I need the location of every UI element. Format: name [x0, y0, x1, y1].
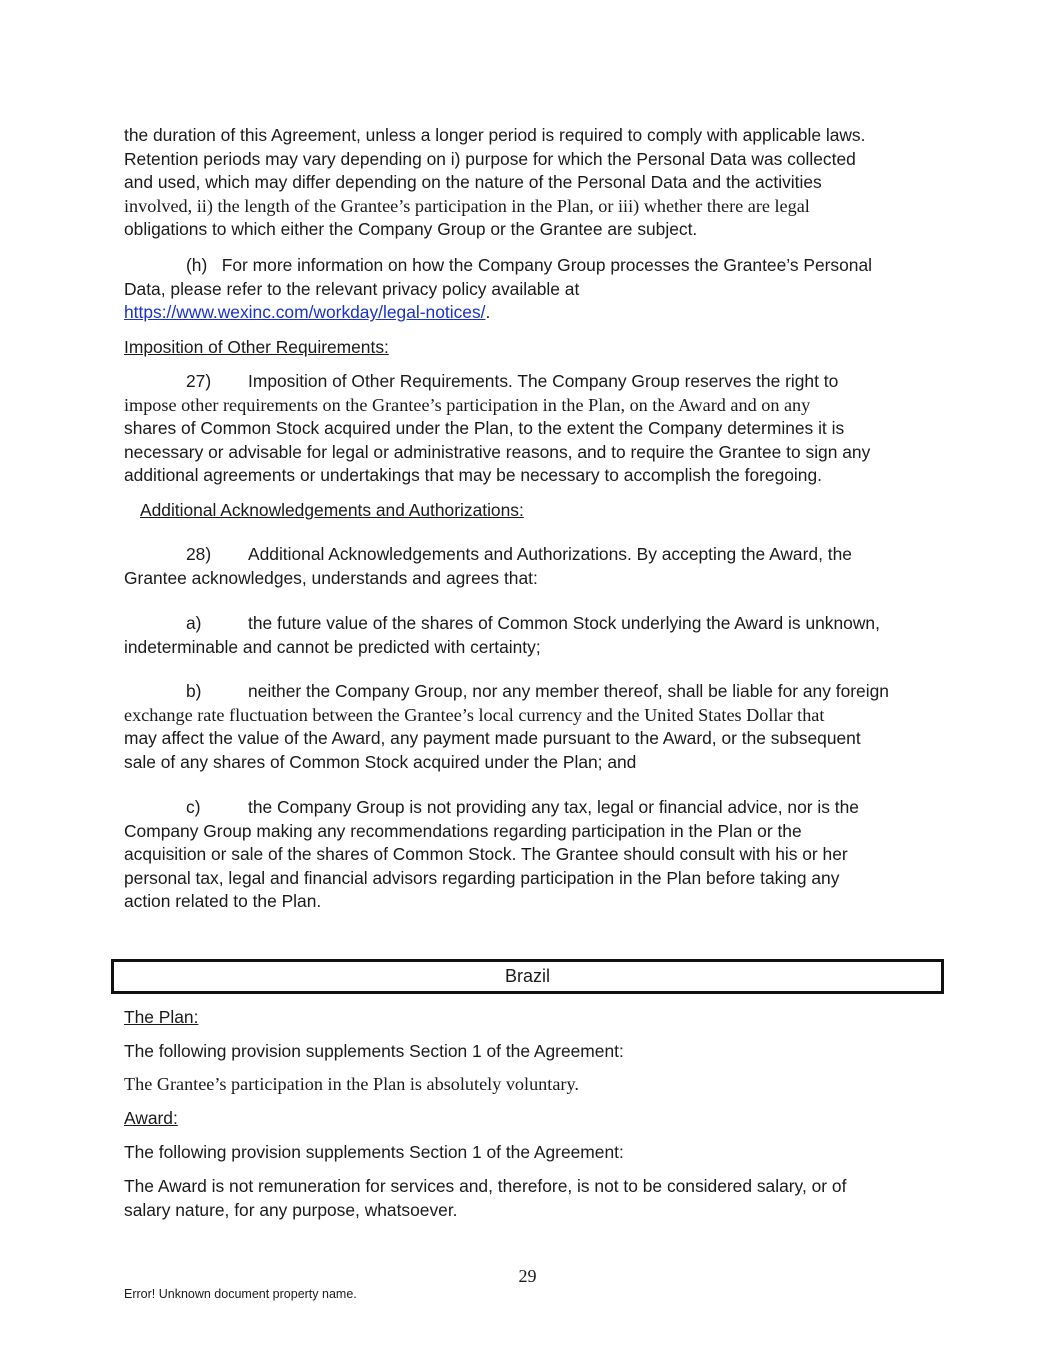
paragraph-line: additional agreements or undertakings that may be necessary to accomplish the foregoing. [124, 465, 822, 486]
paragraph-line: acquisition or sale of the shares of Common Stock. The Grantee should consult with his or her [124, 844, 848, 865]
award-heading-block [124, 1107, 931, 1131]
paragraph-line: The following provision supplements Section 1 of the Agreement: [124, 1142, 624, 1162]
paragraph-line: necessary or advisable for legal or administrative reasons, and to require the Grantee to sign any [124, 441, 871, 462]
paragraph-line: The following provision supplements Section 1 of the Agreement: [124, 1041, 624, 1061]
paragraph-line: obligations to which either the Company Group or the Grantee are subject. [124, 219, 698, 240]
paragraph-line: shares of Common Stock acquired under the Plan, to the extent the Company determines it is [124, 418, 845, 439]
item-marker: c) [186, 797, 201, 817]
paragraph-line: may affect the value of the Award, any payment made pursuant to the Award, or the subsequent [124, 728, 861, 749]
paragraph-line: exchange rate fluctuation between the Grantee’s local currency and the United States Dollar that [124, 704, 825, 725]
item-marker: a) [186, 613, 202, 633]
paragraph-line: impose other requirements on the Grantee’s participation in the Plan, on the Award and on any [124, 394, 811, 415]
link-suffix: . [485, 302, 491, 323]
section-heading: The Plan: [124, 1007, 199, 1027]
paragraph-text: the future value of the shares of Common Stock underlying the Award is unknown, [248, 613, 880, 633]
privacy-policy-paragraph [124, 254, 931, 325]
plan-heading-block [124, 1006, 931, 1030]
paragraph-text: Imposition of Other Requirements. The Company Group reserves the right to [248, 371, 839, 391]
paragraph-line: sale of any shares of Common Stock acquired under the Plan; and [124, 751, 637, 772]
paragraph-line: The Award is not remuneration for services and, therefore, is not to be considered salary, or of [124, 1176, 847, 1196]
paragraph-line: Data, please refer to the relevant privacy policy available at [124, 278, 580, 299]
footer-text: Error! Unknown document property name. [124, 1287, 357, 1301]
paragraph-text: For more information on how the Company Group processes the Grantee’s Personal [221, 255, 872, 275]
list-item-a [124, 612, 931, 659]
paragraph-line: the duration of this Agreement, unless a longer period is required to comply with applicable laws. [124, 125, 866, 145]
retention-paragraph [124, 124, 931, 242]
paragraph-line [124, 680, 931, 704]
award-intro-block [124, 1141, 931, 1165]
paragraph-line: action related to the Plan. [124, 891, 322, 912]
list-item-c [124, 796, 931, 914]
paragraph-line: The Grantee’s participation in the Plan is absolutely voluntary. [124, 1074, 579, 1094]
section-heading: Imposition of Other Requirements: [124, 337, 389, 357]
section-number: 28) [186, 544, 212, 564]
paragraph-line: salary nature, for any purpose, whatsoever. [124, 1199, 458, 1220]
section-marker: (h) [186, 255, 208, 275]
paragraph-line: personal tax, legal and financial advisors regarding participation in the Plan before taking any [124, 867, 840, 888]
paragraph-line: Grantee acknowledges, understands and agrees that: [124, 567, 538, 588]
paragraph-line: and used, which may differ depending on the nature of the Personal Data and the activities [124, 172, 822, 193]
section-heading: Award: [124, 1108, 178, 1128]
list-item-b [124, 680, 931, 774]
plan-text-block [124, 1073, 931, 1097]
section-heading: Additional Acknowledgements and Authorizations: [140, 500, 524, 520]
heading-other-requirements [124, 336, 931, 360]
paragraph-line [124, 254, 931, 278]
paragraph-line [124, 612, 931, 636]
paragraph-line: Company Group making any recommendations regarding participation in the Plan or the [124, 820, 802, 841]
plan-intro-block [124, 1040, 931, 1064]
heading-acknowledgements [140, 499, 947, 523]
paragraph-line: Retention periods may vary depending on i) purpose for which the Personal Data was collected [124, 148, 856, 169]
paragraph-text: the Company Group is not providing any tax, legal or financial advice, nor is the [248, 797, 859, 817]
paragraph-line: indeterminable and cannot be predicted with certainty; [124, 636, 541, 657]
section-28 [124, 543, 931, 590]
paragraph-text: neither the Company Group, nor any member thereof, shall be liable for any foreign [248, 681, 889, 701]
section-number: 27) [186, 371, 212, 391]
award-text-block [124, 1175, 931, 1222]
paragraph-line [124, 796, 931, 820]
item-marker: b) [186, 681, 202, 701]
section-27 [124, 370, 931, 488]
privacy-policy-link[interactable]: https://www.wexinc.com/workday/legal-notices/ [124, 302, 486, 323]
paragraph-line [124, 543, 931, 567]
paragraph-text: Additional Acknowledgements and Authorizations. By accepting the Award, the [248, 544, 852, 564]
paragraph-line [124, 370, 931, 394]
country-header-box: Brazil [111, 959, 944, 994]
page-number: 29 [518, 1266, 537, 1286]
paragraph-line [124, 301, 931, 325]
paragraph-line: involved, ii) the length of the Grantee’s participation in the Plan, or iii) whether there are legal [124, 195, 810, 216]
